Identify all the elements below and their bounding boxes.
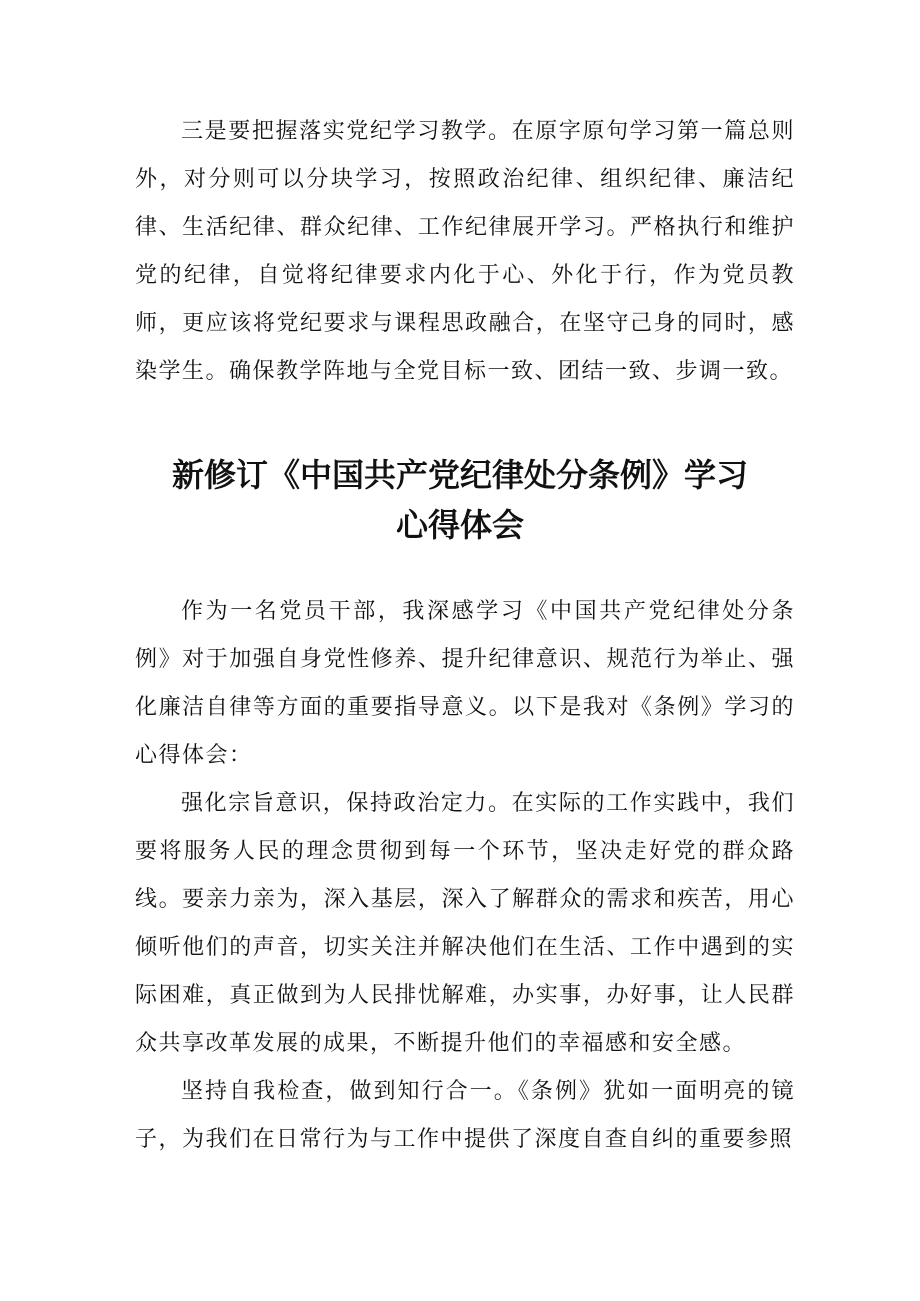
paragraph-self-check: 坚持自我检查，做到知行合一。《条例》犹如一面明亮的镜子，为我们在日常行为与工作中提供了深度自查自纠的重要参照 xyxy=(135,1079,795,1152)
paragraph-purpose: 强化宗旨意识，保持政治定力。在实际的工作实践中，我们要将服务人民的理念贯彻到每一个环节，坚决走好党的群众路线。要亲力亲为，深入基层，深入了解群众的需求和疾苦，用心倾听他们的声音，切实关注并解决他们在生活、工作中遇到的实际困难，真正做到为人民排忧解难，办实事，办好事，让人民群众共享改革发展的成果，不断提升他们的幸福感和安全感。 xyxy=(135,791,795,1056)
document-title xyxy=(120,450,800,550)
title-line-2: 心得体会 xyxy=(395,506,524,544)
title-line-1: 新修订《中国共产党纪律处分条例》学习 xyxy=(171,456,748,494)
paragraph-preface: 作为一名党员干部，我深感学习《中国共产党纪律处分条例》对于加强自身党性修养、提升纪律意识、规范行为举止、强化廉洁自律等方面的重要指导意义。以下是我对《条例》学习的心得体会： xyxy=(135,599,795,768)
paragraph-intro-discipline: 三是要把握落实党纪学习教学。在原字原句学习第一篇总则外，对分则可以分块学习，按照政治纪律、组织纪律、廉洁纪律、生活纪律、群众纪律、工作纪律展开学习。严格执行和维护党的纪律，自觉将纪律要求内化于心、外化于行，作为党员教师，更应该将党纪要求与课程思政融合，在坚守己身的同时，感染学生。确保教学阵地与全党目标一致、团结一致、步调一致。 xyxy=(135,119,795,384)
